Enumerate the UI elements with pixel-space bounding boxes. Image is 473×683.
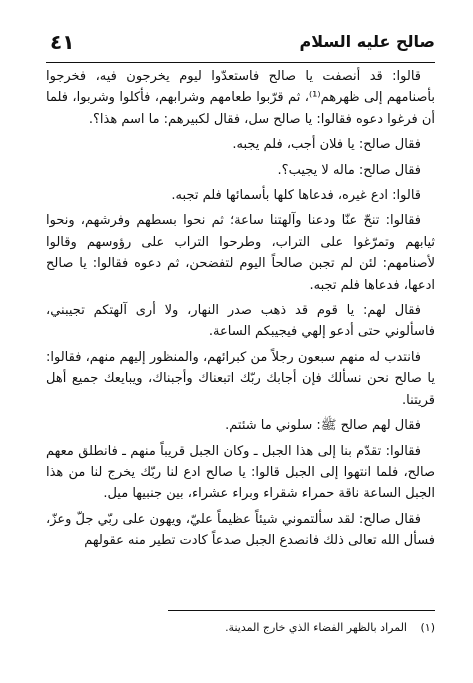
paragraph: قالوا: ادع غيره، فدعاها كلها بأسمائها فلم تجبه. <box>171 188 421 204</box>
paragraph: فقال لهم صالح ﷺ: سلوني ما شئتم. <box>225 418 421 434</box>
footnote-text: المراد بالظهر الفضاء الذي خارج المدينة. <box>225 621 407 634</box>
paragraph: فقال لهم: يا قوم قد ذهب صدر النهار، ولا أرى آلهتكم تجيبني، فاسألوني حتى أدعو إلهي فيجيبكم الساعة. <box>46 303 435 340</box>
page-header <box>46 30 435 63</box>
footnote <box>120 621 435 634</box>
paragraph: فقال صالح: يا فلان أجب، فلم يجبه. <box>232 137 421 153</box>
footnote-divider <box>168 610 435 611</box>
paragraph: قالوا: قد أنصفت يا صالح فاستعدّوا ليوم يخرجون فيه، فخرجوا بأصنامهم إلى ظهرهم⁽¹⁾، ثم قرّبوا طعامهم وشرابهم، فأكلوا وشربوا، فلما أن فرغوا دعوه فقالوا: يا صالح سل، فقال لكبيرهم: ما اسم هذا؟. <box>46 69 435 127</box>
paragraph: فقالوا: تقدّم بنا إلى هذا الجبل ـ وكان الجبل قريباً منهم ـ فانطلق معهم صالح، فلما انتهوا إلى الجبل قالوا: يا صالح ادع لنا ربّك يخرج لنا من هذا الجبل الساعة ناقة حمراء شقراء وبراء عشراء، بين جنبيها ميل. <box>46 443 435 502</box>
chapter-title: صالح عليه السلام <box>299 32 435 51</box>
paragraph: فانتدب له منهم سبعون رجلاً من كبرائهم، والمنظور إليهم منهم، فقالوا: يا صالح نحن نسألك فإن أجابك ربّك اتبعناك وأجبناك، ويبايعك جميع أهل قريتنا. <box>46 349 435 408</box>
paragraph: فقالوا: تنحّ عنّا ودعنا وآلهتنا ساعة؛ ثم نحوا بسطهم وفرشهم، ونحوا ثيابهم وتمرّغوا على التراب، وطرحوا التراب على رؤوسهم وقالوا لأصنامهم: لئن لم تجبن صالحاً اليوم لتفضحن، ثم دعوه فقالوا: يا صالح ادعها، فدعاها فلم تجبه. <box>46 213 435 293</box>
page-number: ٤١ <box>50 30 75 54</box>
paragraph: فقال صالح: لقد سألتموني شيئاً عظيماً عليّ، ويهون على ربّي جلّ وعزّ، فسأل الله تعالى ذلك فانصدع الجبل صدعاً كادت تطير منه عقولهم <box>46 511 435 549</box>
page-body <box>46 66 435 556</box>
paragraph: فقال صالح: ماله لا يجيب؟. <box>277 162 421 178</box>
footnote-number: (١) <box>420 621 435 634</box>
